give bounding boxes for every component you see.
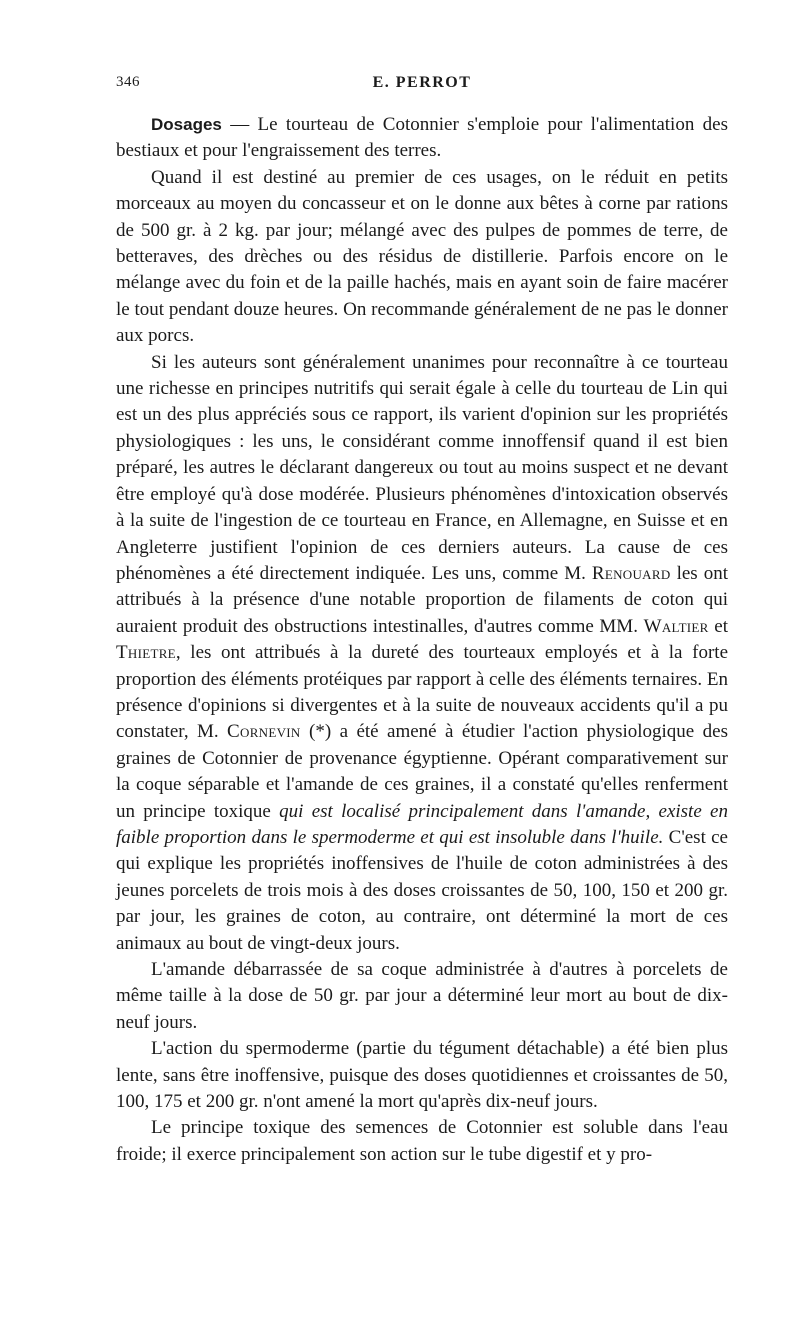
- author-name-thietre: Thietre: [116, 642, 176, 664]
- paragraph-spermoderm-experiment: [116, 1036, 728, 1115]
- paragraph-almond-experiment: [116, 957, 728, 1036]
- paragraph-text: les ont attribués à la présence d'une notable proportion de filaments de coton qui auraient produit des obstructions intestinalles, d'autres comme MM.: [116, 562, 728, 637]
- paragraph-text: Le principe toxique des semences de Cotonnier est soluble dans l'eau froide; il exerce principalement son action sur le tube digestif et y pro-: [116, 1117, 728, 1165]
- author-name-renouard: Renouard: [591, 562, 671, 584]
- page-number: 346: [116, 74, 140, 90]
- paragraph-text: Quand il est destiné au premier de ces usages, on le réduit en petits morceaux au moyen du concasseur et on le donne aux bêtes à corne par rations de 500 gr. à 2 kg. par jour; mélangé avec des pulpes de pommes de terre, de betteraves, des drèches ou des résidus de distillerie. Parfois encore on le mélange avec du foin et de la paille hachés, mais en ayant soin de faire macérer le tout pendant douze heures. On recommande généralement de ne pas le donner aux porcs.: [116, 166, 728, 347]
- paragraph-dosages: [116, 112, 728, 165]
- paragraph-text: Si les auteurs sont généralement unanimes pour reconnaître à ce tourteau une richesse en principes nutritifs qui serait égale à celle du tourteau de Lin qui est un des plus appréciés sous ce rapport, ils varient d'opinion sur les propriétés physiologiques : les uns, le considérant comme innoffensif quand il est bien préparé, les autres le déclarant dangereux ou tout au moins suspect et ne devant être employé qu'à dose modérée. Plusieurs phénomènes d'intoxication observés à la suite de l'ingestion de ce tourteau en France, en Allemagne, en Suisse et en Angleterre justifient l'opinion de ces derniers auteurs. La cause de ces phénomènes a été directement indiquée. Les uns, comme M.: [116, 351, 728, 584]
- page-header: [116, 74, 728, 98]
- section-lead-dosages: Dosages: [151, 115, 222, 134]
- paragraph-toxicity-opinions: [116, 350, 728, 957]
- paragraph-text: et: [708, 615, 728, 637]
- paragraph-text: , les ont attribués à la dureté des tourteaux employés et à la forte proportion des éléments protéiques par rapport à celle des éléments ternaires. En présence d'opinions si divergentes et à la suite de nouveaux accidents qu'il a pu constater, M.: [116, 642, 728, 743]
- paragraph-text: L'amande débarrassée de sa coque administrée à d'autres à porcelets de même taille à la dose de 50 gr. par jour a déterminé leur mort au bout de dix-neuf jours.: [116, 959, 728, 1033]
- author-name-cornevin: Cornevin: [227, 721, 301, 743]
- paragraph-toxic-principle: [116, 1115, 728, 1168]
- paragraph-text: C'est ce qui explique les propriétés inoffensives de l'huile de coton administrées à des jeunes porcelets de trois mois à des doses croissantes de 50, 100, 150 et 200 gr. par jour, les graines de coton, au contraire, ont déterminé la mort de ces animaux au bout de vingt-deux jours.: [116, 826, 728, 954]
- italic-emphasis: qui est localisé principalement dans l'amande, existe en faible proportion dans le spermoderme et qui est insoluble dans l'huile.: [116, 800, 728, 848]
- author-name-waltier: Waltier: [643, 615, 709, 637]
- paragraph-text: — Le tourteau de Cotonnier s'emploie pour l'alimentation des bestiaux et pour l'engraissement des terres.: [116, 114, 728, 162]
- page-body-text: [116, 112, 728, 1168]
- paragraph-text: (*) a été amené à étudier l'action physiologique des graines de Cotonnier de provenance égyptienne. Opérant comparativement sur la coque séparable et l'amande de ces graines, il a constaté qu'elles renferment un principe toxique: [116, 721, 728, 822]
- paragraph-usage: [116, 165, 728, 350]
- running-head-author: E. PERROT: [372, 74, 472, 91]
- paragraph-text: L'action du spermoderme (partie du tégument détachable) a été bien plus lente, sans être inoffensive, puisque des doses quotidiennes et croissantes de 50, 100, 175 et 200 gr. n'ont amené la mort qu'après dix-neuf jours.: [116, 1038, 728, 1113]
